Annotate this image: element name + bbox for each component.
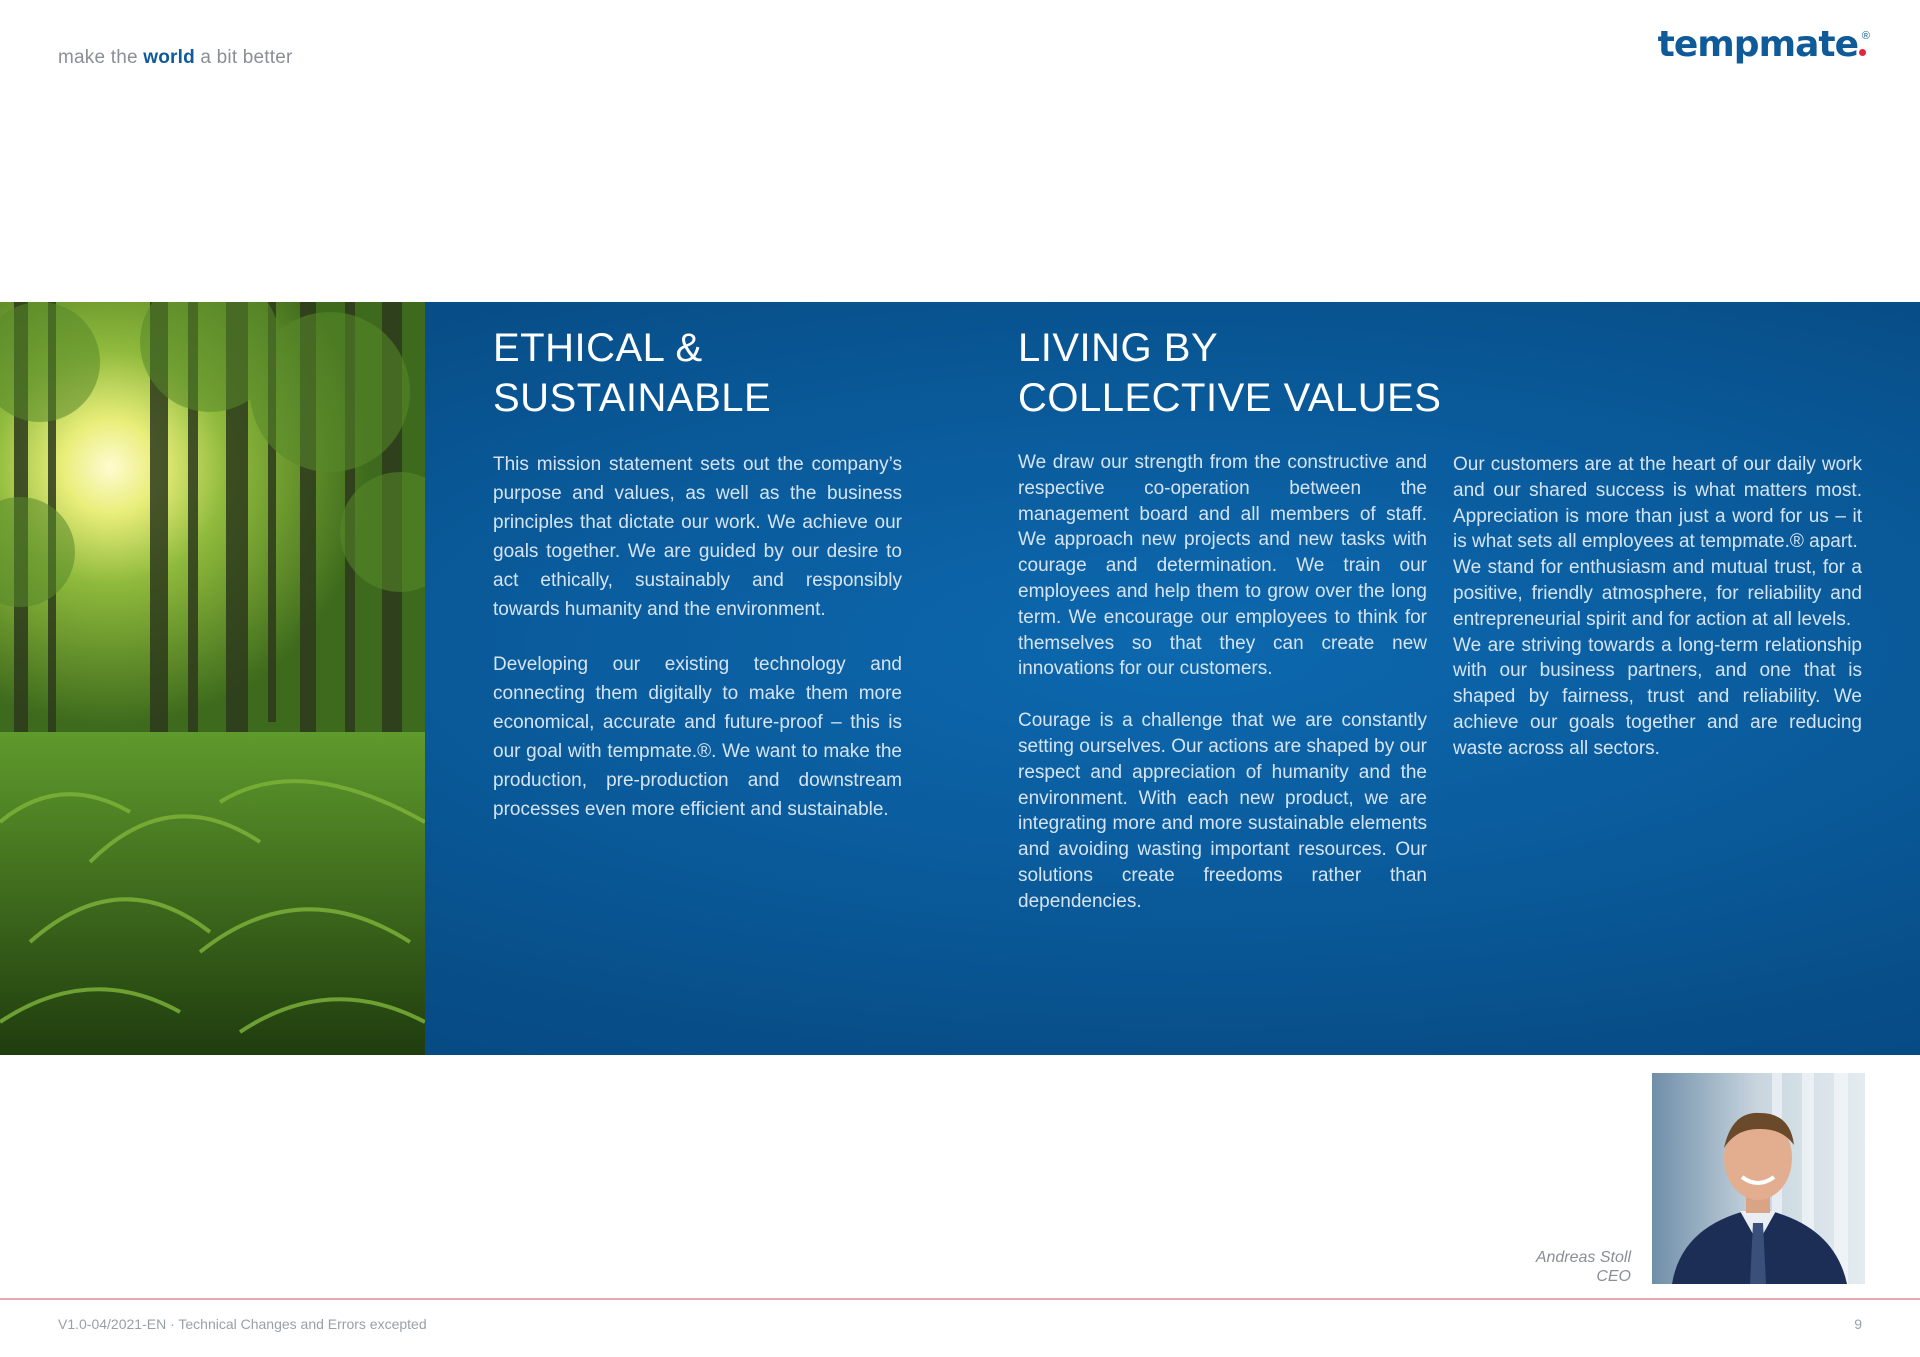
- tagline-bold: world: [143, 47, 195, 68]
- values-heading-line1: LIVING BY: [1018, 326, 1219, 370]
- values-paragraph-2: Courage is a challenge that we are constantly setting ourselves. Our actions are shaped by our respect and appreciation of humanity and the environment. With each new product, we are integrating more and more sustainable elements and avoiding wasting important resources. Our solutions create freedoms rather than dependencies.: [1018, 710, 1427, 912]
- ceo-portrait: [1652, 1073, 1865, 1284]
- signature-name: Andreas Stoll: [1535, 1249, 1631, 1266]
- values-column-1: [1018, 450, 1427, 915]
- values-heading-line2: COLLECTIVE VALUES: [1018, 376, 1442, 420]
- values-paragraph-5: We are striving towards a long-term relationship with our business partners, and one that is shaped by fairness, trust and reliability. We achieve our goals together and are reducing waste across all sectors.: [1453, 634, 1862, 759]
- content-band: [0, 302, 1920, 1055]
- page-number: 9: [1854, 1316, 1862, 1332]
- values-column-2: [1453, 452, 1862, 762]
- tagline-pre: make the: [58, 47, 144, 68]
- tagline: [58, 47, 293, 69]
- values-paragraph-1: We draw our strength from the constructive and respective co-operation between the management board and all members of staff. We approach new projects and new tasks with courage and determination. We train our employees and help them to grow over the long term. We encourage our employees to think for themselves so that they can create new innovations for our customers.: [1018, 452, 1427, 680]
- ethical-paragraph-2: Developing our existing technology and connecting them digitally to make them more economical, accurate and future-proof – this is our goal with tempmate.®. We want to make the production, pre-production and downstream processes even more efficient and sustainable.: [493, 654, 902, 820]
- values-heading: [1018, 323, 1441, 423]
- ethical-paragraph-1: This mission statement sets out the company’s purpose and values, as well as the business principles that dictate our work. We achieve our goals together. We are guided by our desire to act ethically, sustainably and responsibly towards humanity and the environment.: [493, 454, 902, 620]
- ethical-column: [493, 450, 902, 824]
- signature-role: CEO: [1596, 1268, 1631, 1285]
- forest-image: [0, 302, 425, 1055]
- logo-registered: ®: [1861, 30, 1870, 42]
- logo-text: tempmate: [1657, 24, 1858, 65]
- ethical-heading: [493, 323, 771, 423]
- footer-divider: [0, 1298, 1920, 1300]
- logo-dot-icon: [1859, 49, 1866, 56]
- values-paragraph-4: We stand for enthusiasm and mutual trust, for a positive, friendly atmosphere, for reliability and entrepreneurial spirit and for action at all levels.: [1453, 557, 1862, 630]
- ethical-heading-line1: ETHICAL &: [493, 326, 703, 370]
- values-paragraph-3: Our customers are at the heart of our daily work and our shared success is what matters most. Appreciation is more than just a word for us – it is what sets all employees at tempmate.® apart.: [1453, 454, 1862, 553]
- signature: [1536, 1248, 1631, 1286]
- tempmate-logo: [1657, 24, 1870, 80]
- tagline-post: a bit better: [194, 47, 293, 68]
- ethical-heading-line2: SUSTAINABLE: [493, 376, 772, 420]
- footer-version: V1.0-04/2021-EN · Technical Changes and Errors excepted: [58, 1316, 427, 1332]
